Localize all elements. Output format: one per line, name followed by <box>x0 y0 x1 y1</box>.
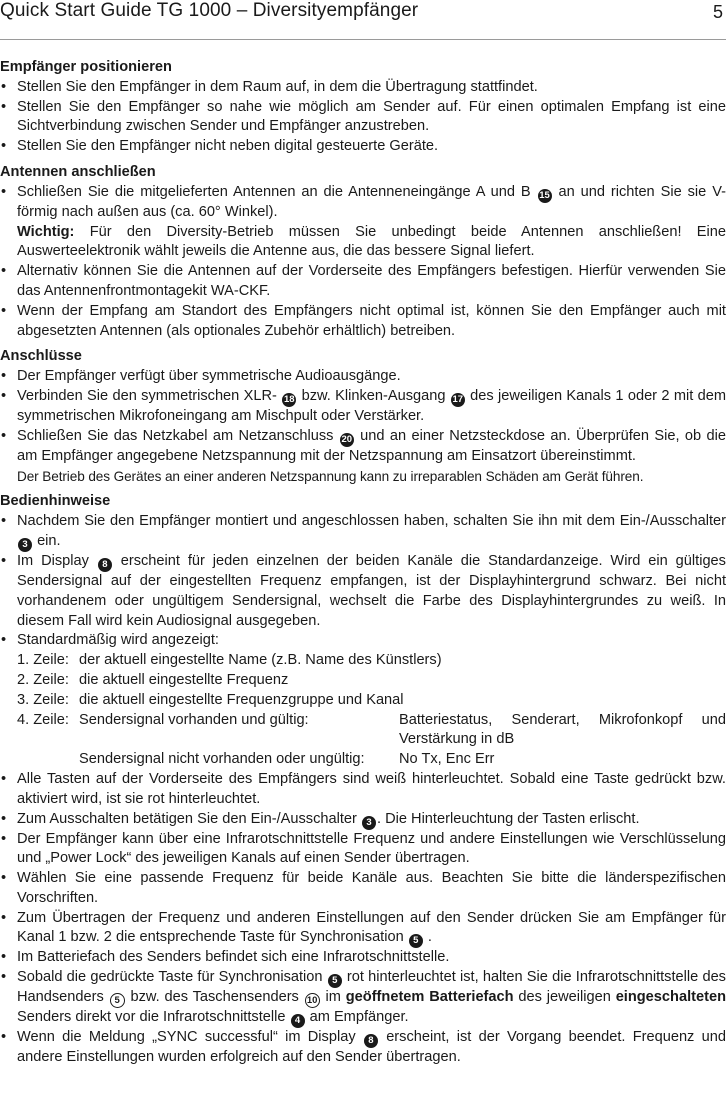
text: Zum Übertragen der Frequenz und anderen Einstellungen auf den Sender drücken Sie am Empfänger für Kanal 1 bzw. 2 die entsprechende Taste für Synchronisation <box>17 909 726 946</box>
line-text: die aktuell eingestellte Frequenzgruppe und Kanal <box>79 691 404 708</box>
text: Schließen Sie das Netzkabel am Netzanschluss <box>17 427 334 444</box>
text: bzw. Klinken-Ausgang <box>301 387 446 404</box>
line-text: der aktuell eingestellte Name (z.B. Name des Künstlers) <box>79 652 442 669</box>
text: und an einer Netzsteckdose an. Überprüfen Sie, ob die am Empfänger angegebene Netzspannung mit der Netzspannung am Einsatzort übereinstimmt. <box>17 427 726 464</box>
warning-label: Wichtig: <box>17 223 75 240</box>
list-item <box>0 427 726 487</box>
section-bedienhinweise <box>0 492 726 1068</box>
list-item: • Alternativ können Sie die Antennen auf der Vorderseite des Empfängers befestigen. Hierfür verwenden Sie das Antennenfrontmontagekit WA-CKF. <box>0 262 726 302</box>
callout-number: 15 <box>539 189 550 201</box>
callout-number: 20 <box>341 433 353 445</box>
callout-number: 5 <box>409 934 423 948</box>
text: . <box>427 929 432 946</box>
list-item: • Der Empfänger verfügt über symmetrische Audioausgänge. <box>0 367 726 387</box>
warning-note <box>17 223 726 263</box>
line-value: No Tx, Enc Err <box>399 751 495 768</box>
indent <box>17 750 79 770</box>
line-label: 4. Zeile: <box>17 711 69 728</box>
section-anschluesse <box>0 347 726 486</box>
line-condition: Sendersignal vorhanden und gültig: <box>79 711 309 728</box>
callout-number: 3 <box>362 816 376 830</box>
section-title: Bedienhinweise <box>0 493 111 510</box>
list-item: • Im Batteriefach des Senders befindet sich eine Infrarotschnittstelle. <box>0 948 726 968</box>
text: Nachdem Sie den Empfänger montiert und angeschlossen haben, schalten Sie ihn mit dem Ein-/Ausschalter <box>17 513 726 530</box>
list-item <box>0 512 726 552</box>
display-line <box>17 711 726 751</box>
callout-number: 10 <box>305 993 320 1008</box>
section-title: Antennen anschließen <box>0 163 156 180</box>
text: erscheint für jeden einzelnen der beiden Kanäle die Standardanzeige. Wird ein gültiges Sendersignal auf der eingestellten Frequenz empfangen, ist der Displayhintergrund schwarz. Bei nicht vorhandenem oder ungültigem Sendersignal, wechselt die Farbe des Displayhintergrundes zu weiß. In diesem Fall wird kein Audiosignal ausgegeben. <box>17 552 726 629</box>
list-item <box>0 183 726 262</box>
text: Wenn die Meldung „SYNC successful“ im Display <box>17 1029 356 1046</box>
text: des jeweiligen Kanals 1 oder 2 mit dem symmetrischen Mikrofoneingang am Mischpult oder Verstärker. <box>17 387 726 424</box>
emphasis: eingeschalteten <box>615 989 726 1006</box>
header-divider <box>0 39 726 40</box>
text: Standardmäßig wird angezeigt: <box>17 632 219 649</box>
display-line <box>17 651 726 671</box>
callout-number: 18 <box>283 393 295 405</box>
text: am Empfänger. <box>309 1009 409 1026</box>
display-line <box>17 671 726 691</box>
list-item <box>0 968 726 1028</box>
line-label: 2. Zeile: <box>17 671 69 688</box>
page-content <box>0 58 726 1074</box>
list-item <box>0 909 726 949</box>
emphasis: geöffnetem Batteriefach <box>345 989 514 1006</box>
callout-number: 5 <box>328 974 342 988</box>
text: rot hinterleuchtet ist, halten Sie die Infrarotschnittstelle des Handsenders <box>17 969 726 1006</box>
list-item: • Der Empfänger kann über eine Infrarotschnittstelle Frequenz und andere Einstellungen wie Verschlüsselung und „Power Lock“ des jeweiligen Kanals auf einen Sender übertragen. <box>0 830 726 870</box>
callout-number: 17 <box>452 393 464 405</box>
section-antennen <box>0 163 726 341</box>
list-item <box>0 387 726 427</box>
text: bzw. des Taschensenders <box>130 989 299 1006</box>
text: im <box>325 989 341 1006</box>
list-item: • Alle Tasten auf der Vorderseite des Empfängers sind weiß hinterleuchtet. Sobald eine Taste gedrückt bzw. aktiviert wird, ist sie rot hinterleuchtet. <box>0 770 726 810</box>
list-item: • Wählen Sie eine passende Frequenz für beide Kanäle aus. Beachten Sie bitte die länderspezifischen Vorschriften. <box>0 869 726 909</box>
list-item: • Stellen Sie den Empfänger so nahe wie möglich am Sender auf. Für einen optimalen Empfang ist eine Sichtverbindung zwischen Sender und Empfänger anzustreben. <box>0 98 726 138</box>
line-text: die aktuell eingestellte Frequenz <box>79 671 289 688</box>
list-item <box>0 552 726 631</box>
section-title: Anschlüsse <box>0 348 82 365</box>
text: an und richten Sie sie V-förmig nach außen aus (ca. 60° Winkel). <box>17 183 726 220</box>
list-item <box>0 1028 726 1068</box>
callout-number: 8 <box>364 1034 378 1048</box>
list-item <box>0 631 726 770</box>
document-title: Quick Start Guide TG 1000 – Diversityempfänger <box>0 0 419 21</box>
list-item <box>0 810 726 830</box>
callout-number: 4 <box>291 1014 305 1028</box>
callout-number: 5 <box>110 993 125 1008</box>
text: Im Display <box>17 552 89 569</box>
line-label: 1. Zeile: <box>17 652 69 669</box>
display-lines <box>17 651 726 770</box>
text: Zum Ausschalten betätigen Sie den Ein-/Ausschalter <box>17 810 357 827</box>
text: erscheint, ist der Vorgang beendet. Frequenz und andere Einstellungen wurden erfolgreich auf den Sender übertragen. <box>17 1029 726 1066</box>
display-line <box>17 750 726 770</box>
text: Senders direkt vor die Infrarotschnittstelle <box>17 1009 286 1026</box>
note: Der Betrieb des Gerätes an einer anderen Netzspannung kann zu irreparablen Schäden am Gerät führen. <box>17 468 644 484</box>
line-label: 3. Zeile: <box>17 691 69 708</box>
text: . Die Hinterleuchtung der Tasten erlischt. <box>376 810 640 827</box>
callout-number: 3 <box>18 538 32 552</box>
text: Verbinden Sie den symmetrischen XLR- <box>17 387 277 404</box>
callout-number: 8 <box>98 558 112 572</box>
line-condition: Sendersignal nicht vorhanden oder ungültig: <box>79 751 365 768</box>
display-line <box>17 691 726 711</box>
list-item: • Stellen Sie den Empfänger in dem Raum auf, in dem die Übertragung stattfindet. <box>0 78 726 98</box>
text: Sobald die gedrückte Taste für Synchronisation <box>17 969 323 986</box>
page-header <box>0 0 726 38</box>
text: ein. <box>37 532 61 549</box>
list-item: • Wenn der Empfang am Standort des Empfängers nicht optimal ist, können Sie den Empfänger auch mit abgesetzten Antennen (als optionales Zubehör erhältlich) betreiben. <box>0 302 726 342</box>
list-item: • Stellen Sie den Empfänger nicht neben digital gesteuerte Geräte. <box>0 137 726 157</box>
section-positionieren <box>0 58 726 157</box>
section-title: Empfänger positionieren <box>0 59 172 75</box>
text: Für den Diversity-Betrieb müssen Sie unbedingt beide Antennen anschließen! Eine Auswerteelektronik wählt jeweils die Antenne aus, die das bessere Signal liefert. <box>17 223 726 260</box>
text: des jeweiligen <box>518 989 611 1006</box>
text: Schließen Sie die mitgelieferten Antennen an die Antenneneingänge A und B <box>17 183 531 200</box>
page-number: 5 <box>712 2 723 22</box>
line-value: Batteriestatus, Senderart, Mikrofonkopf und Verstärkung in dB <box>399 711 726 748</box>
